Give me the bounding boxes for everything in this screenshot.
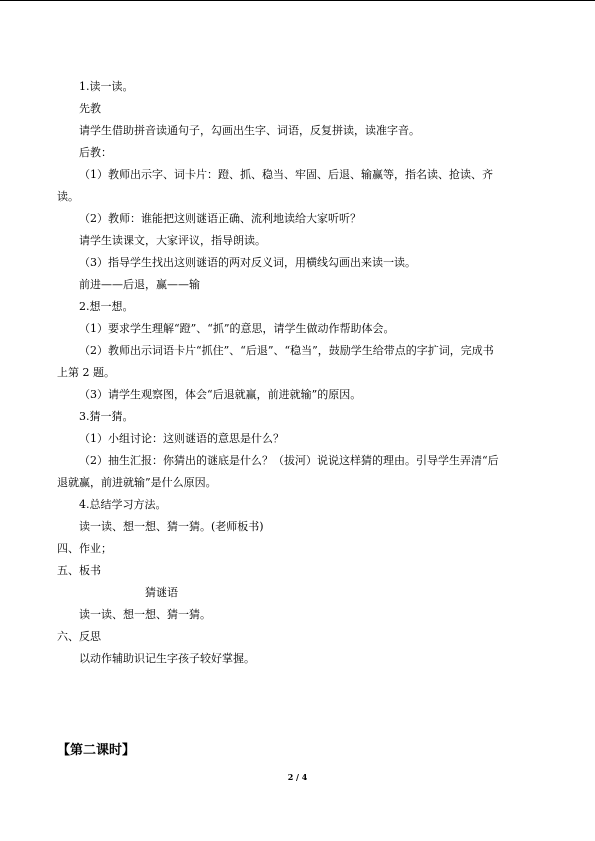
text-line: （1）教师出示字、词卡片：蹬、抓、稳当、牢固、后退、输赢等，指名读、抢读、齐 — [79, 168, 493, 181]
text-line: 退就赢，前进就输”是什么原因。 — [57, 476, 217, 489]
text-line: 请学生借助拼音读通句子，勾画出生字、词语，反复拼读，读准字音。 — [79, 124, 420, 137]
text-line: （2）教师：谁能把这则谜语正确、流利地读给大家听听？ — [79, 212, 361, 225]
text-line: 1.读一读。 — [79, 80, 134, 93]
text-line: 以动作辅助识记生字孩子较好掌握。 — [79, 652, 255, 665]
text-line: （1）小组讨论：这则谜语的意思是什么？ — [79, 432, 284, 445]
text-line: 读。 — [57, 190, 79, 203]
text-line: （1）要求学生理解“蹬”、“抓”的意思，请学生做动作帮助体会。 — [79, 322, 395, 335]
top-rule — [0, 0, 595, 1]
text-line: （2）教师出示词语卡片“抓住”、“后退”、“稳当”，鼓励学生给带点的字扩词，完成书 — [79, 344, 494, 357]
section-heading: 【第二课时】 — [57, 743, 136, 758]
text-line: 3.猜一猜。 — [79, 410, 134, 423]
page-number: 2 / 4 — [287, 772, 308, 782]
text-line: （3）请学生观察图，体会“后退就赢，前进就输”的原因。 — [79, 388, 362, 401]
text-line: 后教： — [79, 146, 112, 159]
text-line: 先教 — [79, 102, 101, 115]
text-line: （3）指导学生找出这则谜语的两对反义词，用横线勾画出来读一读。 — [79, 256, 416, 269]
text-line: 猜谜语 — [145, 586, 178, 599]
text-line: 前进——后退，赢——输 — [79, 278, 200, 291]
text-line: 请学生读课文，大家评议，指导朗读。 — [79, 234, 266, 247]
text-line: 六、反思 — [57, 630, 101, 643]
text-line: 五、板书 — [57, 564, 101, 577]
text-line: 读一读、想一想、猜一猜。(老师板书) — [79, 520, 264, 533]
text-line: 4.总结学习方法。 — [79, 498, 167, 511]
text-line: （2）抽生汇报：你猜出的谜底是什么？（拔河）说说这样猜的理由。引导学生弄清“后 — [79, 454, 499, 467]
text-line: 四、作业； — [57, 542, 112, 555]
text-line: 上第 2 题。 — [57, 366, 115, 379]
text-line: 2.想一想。 — [79, 300, 134, 313]
text-line: 读一读、想一想、猜一猜。 — [79, 608, 211, 621]
